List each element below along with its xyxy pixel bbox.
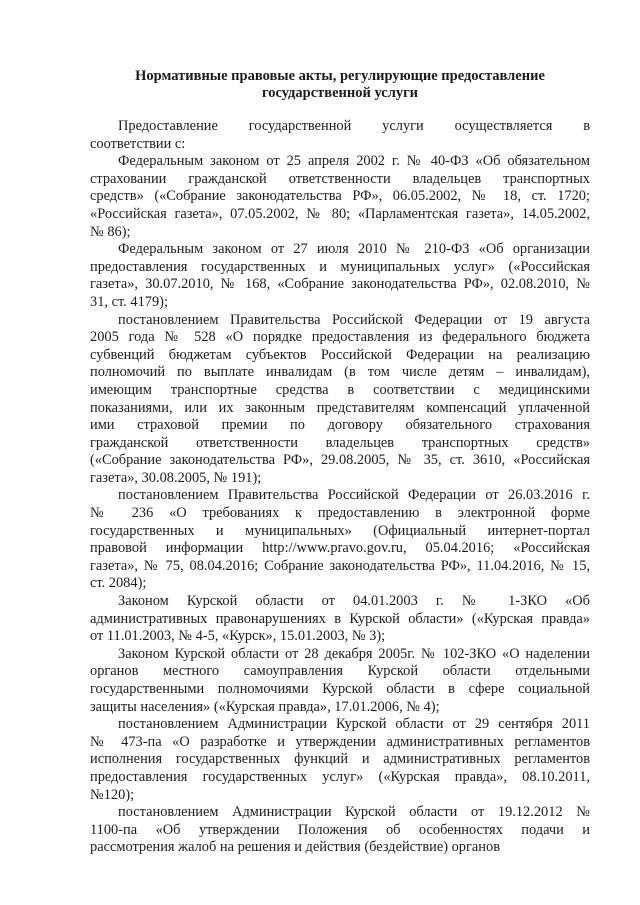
paragraph-line: защиты населения» («Курская правда», 17.01.2006, № 4);	[90, 698, 440, 715]
paragraph	[90, 241, 590, 311]
paragraph-line: «Российская газета», 07.05.2002, № 80; «Парламентская газета», 14.05.2002,	[90, 205, 590, 222]
document-body	[90, 118, 590, 857]
paragraph	[90, 804, 590, 857]
paragraph-line: 31, ст. 4179);	[90, 293, 168, 310]
paragraph-line: государственных и муниципальных» (Официальный интернет-портал	[90, 522, 590, 539]
paragraph-line: газета», № 75, 08.04.2016; Собрание законодательства РФ», 11.04.2016, № 15,	[90, 557, 590, 574]
paragraph	[90, 118, 590, 153]
paragraph	[90, 646, 590, 716]
paragraph-line: постановлением Администрации Курской области от 19.12.2012 №	[118, 804, 590, 821]
paragraph-line: № 473-па «О разработке и утверждении административных регламентов	[90, 733, 590, 750]
paragraph	[90, 153, 590, 241]
paragraph-line: полномочий по выплате инвалидам (в том числе детям – инвалидам),	[90, 364, 590, 381]
paragraph-line: имеющим транспортные средства в соответствии с медицинскими	[90, 381, 590, 398]
paragraph-line: газета», 30.07.2010, № 168, «Собрание законодательства РФ», 02.08.2010, №	[90, 276, 590, 293]
paragraph-line: предоставления государственных и муниципальных услуг» («Российская	[90, 258, 590, 275]
paragraph-line: газета», 30.08.2005, № 191);	[90, 469, 262, 486]
paragraph-line: административных правонарушениях в Курской области» («Курская правда»	[90, 610, 590, 627]
title-line: государственной услуги	[261, 85, 419, 101]
paragraph-line: субвенций бюджетам субъектов Российской Федерации на реализацию	[90, 346, 590, 363]
paragraph-line: от 11.01.2003, № 4-5, «Курск», 15.01.2003, № 3);	[90, 628, 386, 645]
paragraph-line: ст. 2084);	[90, 575, 147, 592]
paragraph-line: №120);	[90, 786, 135, 803]
document-title	[90, 68, 590, 102]
paragraph	[90, 312, 590, 488]
paragraph	[90, 487, 590, 593]
paragraph-line: постановлением Правительства Российской Федерации от 26.03.2016 г.	[118, 487, 590, 504]
paragraph-line: 2005 года № 528 «О порядке предоставления из федерального бюджета	[90, 329, 590, 346]
paragraph	[90, 716, 590, 804]
paragraph-line: № 236 «О требованиях к предоставлению в электронной форме	[90, 505, 590, 522]
paragraph-line: 1100-па «Об утверждении Положения об особенностях подачи и	[90, 821, 590, 838]
paragraph-line: Законом Курской области от 04.01.2003 г. № 1-ЗКО «Об	[118, 593, 590, 610]
paragraph-line: правовой информации http://www.pravo.gov.ru, 05.04.2016; «Российская	[90, 540, 590, 557]
paragraph-line: Предоставление государственной услуги осуществляется в	[118, 118, 590, 134]
title-line: Нормативные правовые акты, регулирующие предоставление	[135, 68, 545, 84]
paragraph-line: показаниями, или их законным представителям компенсаций уплаченной	[90, 399, 590, 416]
paragraph-line: постановлением Правительства Российской Федерации от 19 августа	[118, 311, 590, 328]
paragraph-line: Законом Курской области от 28 декабря 2005г. № 102-ЗКО «О наделении	[118, 645, 590, 662]
paragraph-line: соответствии с:	[90, 135, 186, 152]
paragraph-line: средств» («Собрание законодательства РФ», 06.05.2002, № 18, ст. 1720;	[90, 188, 590, 205]
paragraph-line: ими страховой премии по договору обязательного страхования	[90, 417, 590, 434]
paragraph	[90, 593, 590, 646]
paragraph-line: рассмотрения жалоб на решения и действия (бездействие) органов	[90, 839, 500, 856]
paragraph-line: исполнения государственных функций и административных регламентов	[90, 751, 590, 768]
paragraph-line: гражданской ответственности владельцев транспортных средств»	[90, 434, 590, 451]
paragraph-line: постановлением Администрации Курской области от 29 сентября 2011	[118, 716, 590, 733]
paragraph-line: органов местного самоуправления Курской области отдельными	[90, 663, 590, 680]
paragraph-line: государственными полномочиями Курской области в сфере социальной	[90, 681, 590, 697]
paragraph-line: («Собрание законодательства РФ», 29.08.2005, № 35, ст. 3610, «Российская	[90, 452, 590, 469]
paragraph-line: № 86);	[90, 223, 131, 240]
paragraph-line: Федеральным законом от 27 июля 2010 № 210-ФЗ «Об организации	[118, 241, 590, 258]
paragraph-line: страховании гражданской ответственности владельцев транспортных	[90, 170, 590, 187]
paragraph-line: предоставления государственных услуг» («Курская правда», 08.10.2011,	[90, 768, 590, 785]
paragraph-line: Федеральным законом от 25 апреля 2002 г. № 40-ФЗ «Об обязательном	[118, 153, 590, 170]
